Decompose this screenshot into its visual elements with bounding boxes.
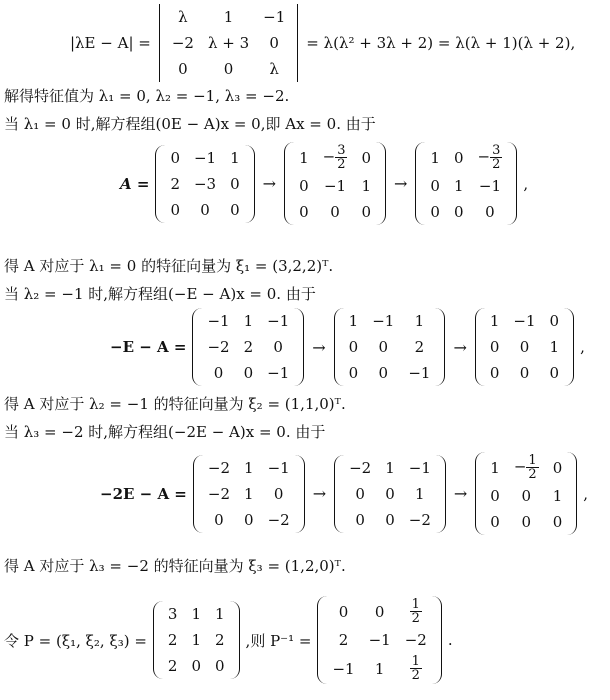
matrix-cell: 1	[385, 458, 395, 477]
case3-result: 得 A 对应于 λ₃ = −2 的特征向量为 ξ₃ = (1,2,0)ᵀ.	[4, 557, 346, 575]
matrix-cell: −1	[478, 177, 501, 195]
matrix-cell: 0	[273, 338, 283, 356]
matrix-cell: 1	[191, 605, 201, 623]
case2-result: 得 A 对应于 λ₂ = −1 的特征向量为 ξ₂ = (1,1,0)ᵀ.	[4, 395, 346, 413]
arrow-icon: →	[262, 174, 277, 193]
det-matrix	[157, 4, 300, 82]
matrix-cell: 1	[244, 458, 254, 477]
matrix-cell: 0	[348, 364, 359, 382]
matrix-p-inverse	[317, 596, 441, 684]
matrix-cell: 0	[378, 364, 389, 382]
matrix-cell: 2	[243, 338, 254, 356]
matrix-cell: 0	[549, 312, 560, 330]
matrix-cell: 3	[167, 605, 178, 623]
bracket-right	[229, 601, 240, 679]
matrix-cell: −1	[408, 364, 431, 382]
matrix-cell: −1	[368, 631, 391, 649]
matrix-cell: −1	[408, 458, 431, 477]
matrix-cell: 0	[200, 200, 210, 219]
comma: ,	[523, 174, 529, 193]
final-mid: ,则 P⁻¹ =	[245, 631, 312, 650]
bracket-right	[375, 142, 386, 225]
matrix-cell: 1	[453, 177, 464, 195]
final-lhs: 令 P = (ξ₁, ξ₂, ξ₃) =	[4, 631, 147, 650]
matrix-p	[153, 601, 240, 679]
case3-matrix-c	[475, 452, 577, 535]
matrix-cell: 2	[215, 631, 225, 649]
matrix-cell: 0	[213, 364, 224, 382]
matrix-cell: 0	[385, 510, 395, 529]
det-bar-left	[159, 4, 160, 82]
matrix-cell: −2	[207, 484, 231, 503]
case3-matrix-a	[193, 455, 305, 533]
matrix-cell: 1	[415, 484, 425, 503]
bracket-right	[435, 455, 446, 533]
matrix-cell: 0	[378, 338, 389, 356]
matrix-cell: 0	[549, 364, 560, 382]
matrix-cell: 0	[521, 487, 532, 505]
case3-equation	[100, 452, 588, 535]
matrix-cell: 0	[489, 364, 500, 382]
comma: ,	[580, 338, 585, 356]
case2-matrix-a	[192, 308, 304, 386]
matrix-cell: 1	[243, 312, 254, 330]
bracket-right	[566, 452, 577, 535]
matrix-cell: 0	[430, 177, 440, 195]
matrix-cell: 2	[167, 657, 178, 675]
matrix-cell: 1	[223, 8, 234, 26]
arrow-icon: →	[453, 337, 467, 357]
matrix-cell: 1	[414, 312, 425, 330]
matrix-cell: −1	[267, 364, 290, 382]
matrix-cell: −2	[171, 34, 194, 52]
matrix-cell: 0	[244, 510, 254, 529]
matrix-cell: − $\frac{1}{2}$	[513, 453, 537, 482]
matrix-cell: 0	[453, 148, 464, 167]
matrix-cell: 0	[330, 203, 340, 221]
bracket-left	[334, 455, 345, 533]
bracket-left	[334, 308, 345, 386]
matrix-cell: −1	[193, 148, 217, 167]
bracket-right	[506, 142, 517, 225]
matrix-cell: λ + 3	[207, 34, 250, 52]
matrix-cell: 1	[244, 484, 254, 503]
case2-intro: 当 λ₂ = −1 时,解方程组(−E − A)x = 0. 由于	[4, 285, 316, 303]
matrix-cell: 0	[243, 364, 254, 382]
matrix-cell: $\frac{1}{2}$	[411, 654, 420, 683]
arrow-icon: →	[312, 484, 327, 503]
case1-matrix-b	[284, 142, 386, 225]
matrix-cell: 0	[552, 513, 563, 531]
matrix-cell: 0	[430, 203, 440, 221]
bracket-left	[153, 601, 164, 679]
matrix-cell: −2	[349, 458, 372, 477]
matrix-cell: 0	[170, 148, 180, 167]
matrix-cell: 0	[361, 203, 372, 221]
case2-equation	[110, 308, 585, 386]
matrix-cell: 0	[170, 200, 180, 219]
case1-matrix-c	[415, 142, 517, 225]
matrix-cell: −1	[207, 312, 230, 330]
matrix-cell: 0	[230, 200, 240, 219]
matrix-cell: 1	[299, 148, 309, 167]
matrix-cell: 1	[549, 338, 560, 356]
matrix-cell: $\frac{1}{2}$	[411, 597, 420, 626]
matrix-cell: 0	[355, 484, 365, 503]
matrix-cell: −1	[267, 312, 290, 330]
matrix-cell: 0	[230, 174, 240, 193]
matrix-cell: 0	[191, 657, 201, 675]
matrix-cell: λ	[269, 60, 279, 78]
matrix-cell: −2	[404, 631, 427, 649]
matrix-cell: 0	[273, 484, 284, 503]
case1-intro: 当 λ₁ = 0 时,解方程组(0E − A)x = 0,即 Ax = 0. 由于	[4, 115, 376, 133]
matrix-cell: 0	[269, 34, 279, 52]
bracket-left	[475, 308, 486, 386]
case3-intro: 当 λ₃ = −2 时,解方程组(−2E − A)x = 0. 由于	[4, 423, 326, 441]
bracket-left	[192, 308, 203, 386]
arrow-icon: →	[312, 337, 326, 357]
determinant-equation	[70, 4, 575, 82]
case1-equation	[120, 142, 528, 225]
matrix-cell: 0	[521, 513, 532, 531]
matrix-cell: 0	[490, 513, 500, 531]
matrix-cell: − $\frac{3}{2}$	[477, 143, 501, 172]
matrix-cell: 2	[167, 631, 178, 649]
case1-lhs: A =	[120, 174, 150, 193]
bracket-left	[155, 145, 166, 223]
matrix-cell: −1	[267, 458, 290, 477]
matrix-cell: 0	[178, 60, 188, 78]
det-lhs: |λE − A| =	[70, 34, 151, 52]
matrix-cell: 0	[223, 60, 234, 78]
matrix-cell: 2	[414, 338, 425, 356]
final-equation	[4, 596, 453, 684]
matrix-cell: 0	[215, 657, 225, 675]
matrix-cell: 0	[299, 203, 309, 221]
matrix-cell: −1	[323, 177, 347, 195]
matrix-cell: 0	[338, 602, 349, 621]
matrix-cell: 1	[215, 605, 225, 623]
bracket-right	[244, 145, 255, 223]
matrix-cell: 1	[348, 312, 359, 330]
matrix-cell: 1	[230, 148, 240, 167]
bracket-left	[193, 455, 204, 533]
case2-matrix-b	[334, 308, 446, 386]
matrix-cell: 0	[374, 602, 385, 621]
matrix-cell: −1	[513, 312, 536, 330]
case2-lhs: −E − A =	[110, 338, 187, 356]
matrix-cell: −2	[207, 458, 231, 477]
matrix-cell: −1	[263, 8, 286, 26]
det-bar-right	[297, 4, 298, 82]
case3-lhs: −2E − A =	[100, 484, 187, 503]
matrix-cell: 0	[490, 487, 500, 505]
comma: ,	[583, 484, 589, 503]
matrix-cell: −2	[408, 510, 431, 529]
eigenvalues-line: 解得特征值为 λ₁ = 0, λ₂ = −1, λ₃ = −2.	[4, 87, 290, 105]
matrix-cell: −2	[207, 338, 230, 356]
arrow-icon: →	[453, 484, 468, 503]
bracket-left	[415, 142, 426, 225]
case3-matrix-b	[334, 455, 446, 533]
bracket-right	[434, 308, 445, 386]
case2-matrix-c	[475, 308, 574, 386]
matrix-cell: 1	[430, 148, 440, 167]
matrix-cell: 1	[489, 312, 500, 330]
matrix-cell: −2	[267, 510, 290, 529]
matrix-cell: − $\frac{3}{2}$	[322, 143, 346, 172]
matrix-cell: −1	[332, 659, 355, 678]
bracket-right	[431, 596, 442, 684]
matrix-cell: 0	[214, 510, 224, 529]
matrix-cell: λ	[178, 8, 188, 26]
matrix-cell: 0	[355, 510, 365, 529]
bracket-left	[475, 452, 486, 535]
det-rhs: = λ(λ² + 3λ + 2) = λ(λ + 1)(λ + 2),	[306, 34, 576, 52]
bracket-right	[294, 455, 305, 533]
matrix-cell: 0	[552, 458, 563, 477]
case1-matrix-a	[155, 145, 254, 223]
matrix-cell: 0	[453, 203, 464, 221]
matrix-cell: 0	[299, 177, 309, 195]
matrix-cell: 1	[490, 458, 500, 477]
bracket-right	[293, 308, 304, 386]
bracket-right	[563, 308, 574, 386]
final-end: .	[447, 631, 453, 649]
case1-result: 得 A 对应于 λ₁ = 0 的特征向量为 ξ₁ = (3,2,2)ᵀ.	[4, 257, 334, 275]
matrix-cell: 2	[170, 174, 180, 193]
matrix-cell: 0	[385, 484, 395, 503]
matrix-cell: 1	[374, 659, 385, 678]
matrix-cell: 0	[485, 203, 495, 221]
matrix-cell: 2	[338, 631, 349, 649]
bracket-left	[317, 596, 328, 684]
matrix-cell: 1	[552, 487, 563, 505]
arrow-icon: →	[394, 174, 408, 193]
matrix-cell: 0	[489, 338, 500, 356]
matrix-cell: 0	[348, 338, 359, 356]
matrix-cell: −3	[193, 174, 217, 193]
matrix-cell: 0	[519, 338, 530, 356]
matrix-cell: 1	[191, 631, 201, 649]
matrix-cell: −1	[372, 312, 395, 330]
bracket-left	[284, 142, 295, 225]
matrix-cell: 1	[361, 177, 372, 195]
matrix-cell: 0	[361, 148, 372, 167]
matrix-cell: 0	[519, 364, 530, 382]
